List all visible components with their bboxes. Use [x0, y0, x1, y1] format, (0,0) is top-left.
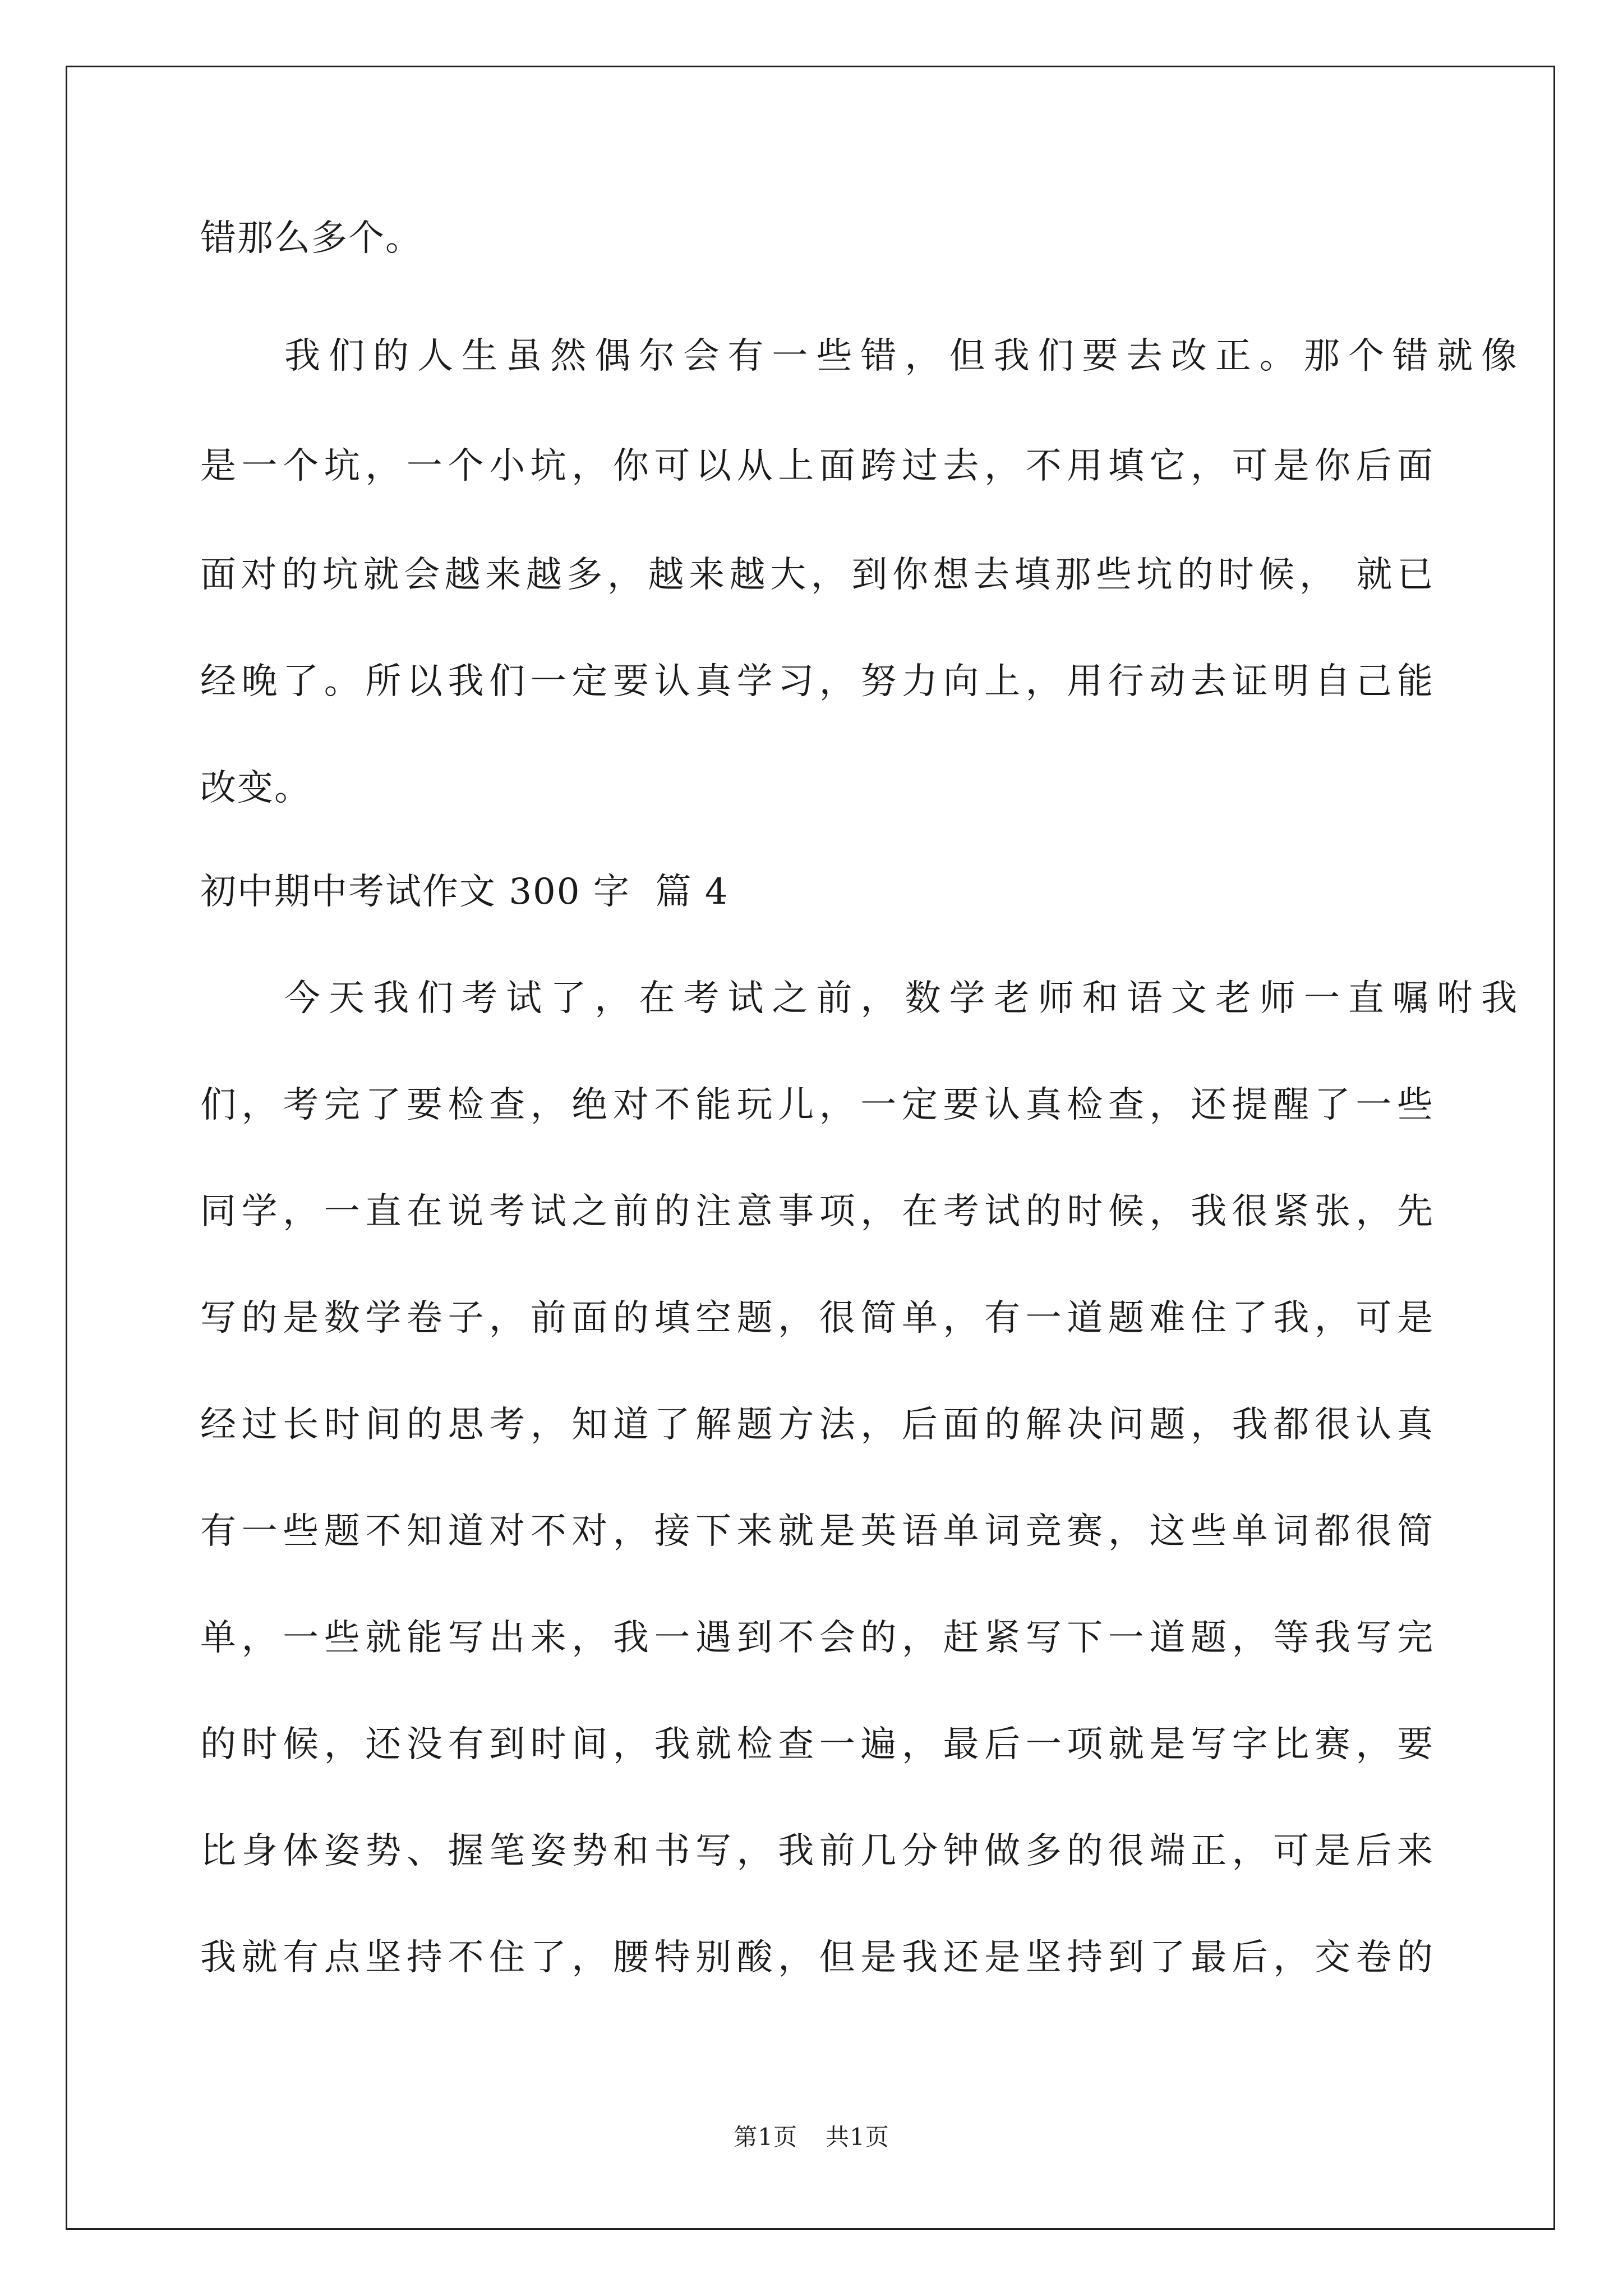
paragraph-first-line: 我们的人生虽然偶尔会有一些错，但我们要去改正。那个错就像 [284, 335, 1518, 377]
page-footer [0, 2120, 1623, 2154]
paragraph-first-line: 今天我们考试了，在考试之前，数学老师和语文老师一直嘱咐我 [284, 978, 1518, 1019]
text-line: 是一个坑，一个小坑，你可以从上面跨过去，不用填它，可是你后面 [200, 445, 1434, 487]
text-line: 经过长时间的思考，知道了解题方法，后面的解决问题，我都很认真 [200, 1404, 1434, 1446]
text-line: 错那么多个。 [200, 218, 422, 259]
text-line: 写的是数学卷子，前面的填空题，很简单，有一道题难住了我，可是 [200, 1297, 1434, 1339]
text-line: 我就有点坚持不住了，腰特别酸，但是我还是坚持到了最后，交卷的 [200, 1937, 1434, 1978]
page-number-current: 第1页 [734, 2123, 797, 2151]
section-heading: 初中期中考试作文 300 字 篇 4 [200, 871, 729, 913]
text-line: 的时候，还没有到时间，我就检查一遍，最后一项就是写字比赛，要 [200, 1724, 1434, 1765]
text-line: 经晚了。所以我们一定要认真学习，努力向上，用行动去证明自己能 [200, 661, 1434, 702]
page-number-total: 共1页 [826, 2123, 889, 2151]
text-line: 比身体姿势、握笔姿势和书写，我前几分钟做多的很端正，可是后来 [200, 1830, 1434, 1872]
text-line: 们，考完了要检查，绝对不能玩儿，一定要认真检查，还提醒了一些 [200, 1084, 1434, 1126]
text-line: 同学，一直在说考试之前的注意事项，在考试的时候，我很紧张，先 [200, 1191, 1434, 1232]
text-line: 面对的坑就会越来越多，越来越大，到你想去填那些坑的时候， 就已 [200, 554, 1434, 596]
text-line: 改变。 [200, 767, 311, 809]
text-line: 有一些题不知道对不对，接下来就是英语单词竞赛，这些单词都很简 [200, 1511, 1434, 1552]
page-border [66, 66, 1555, 2230]
text-line: 单，一些就能写出来，我一遇到不会的，赶紧写下一道题，等我写完 [200, 1617, 1434, 1659]
